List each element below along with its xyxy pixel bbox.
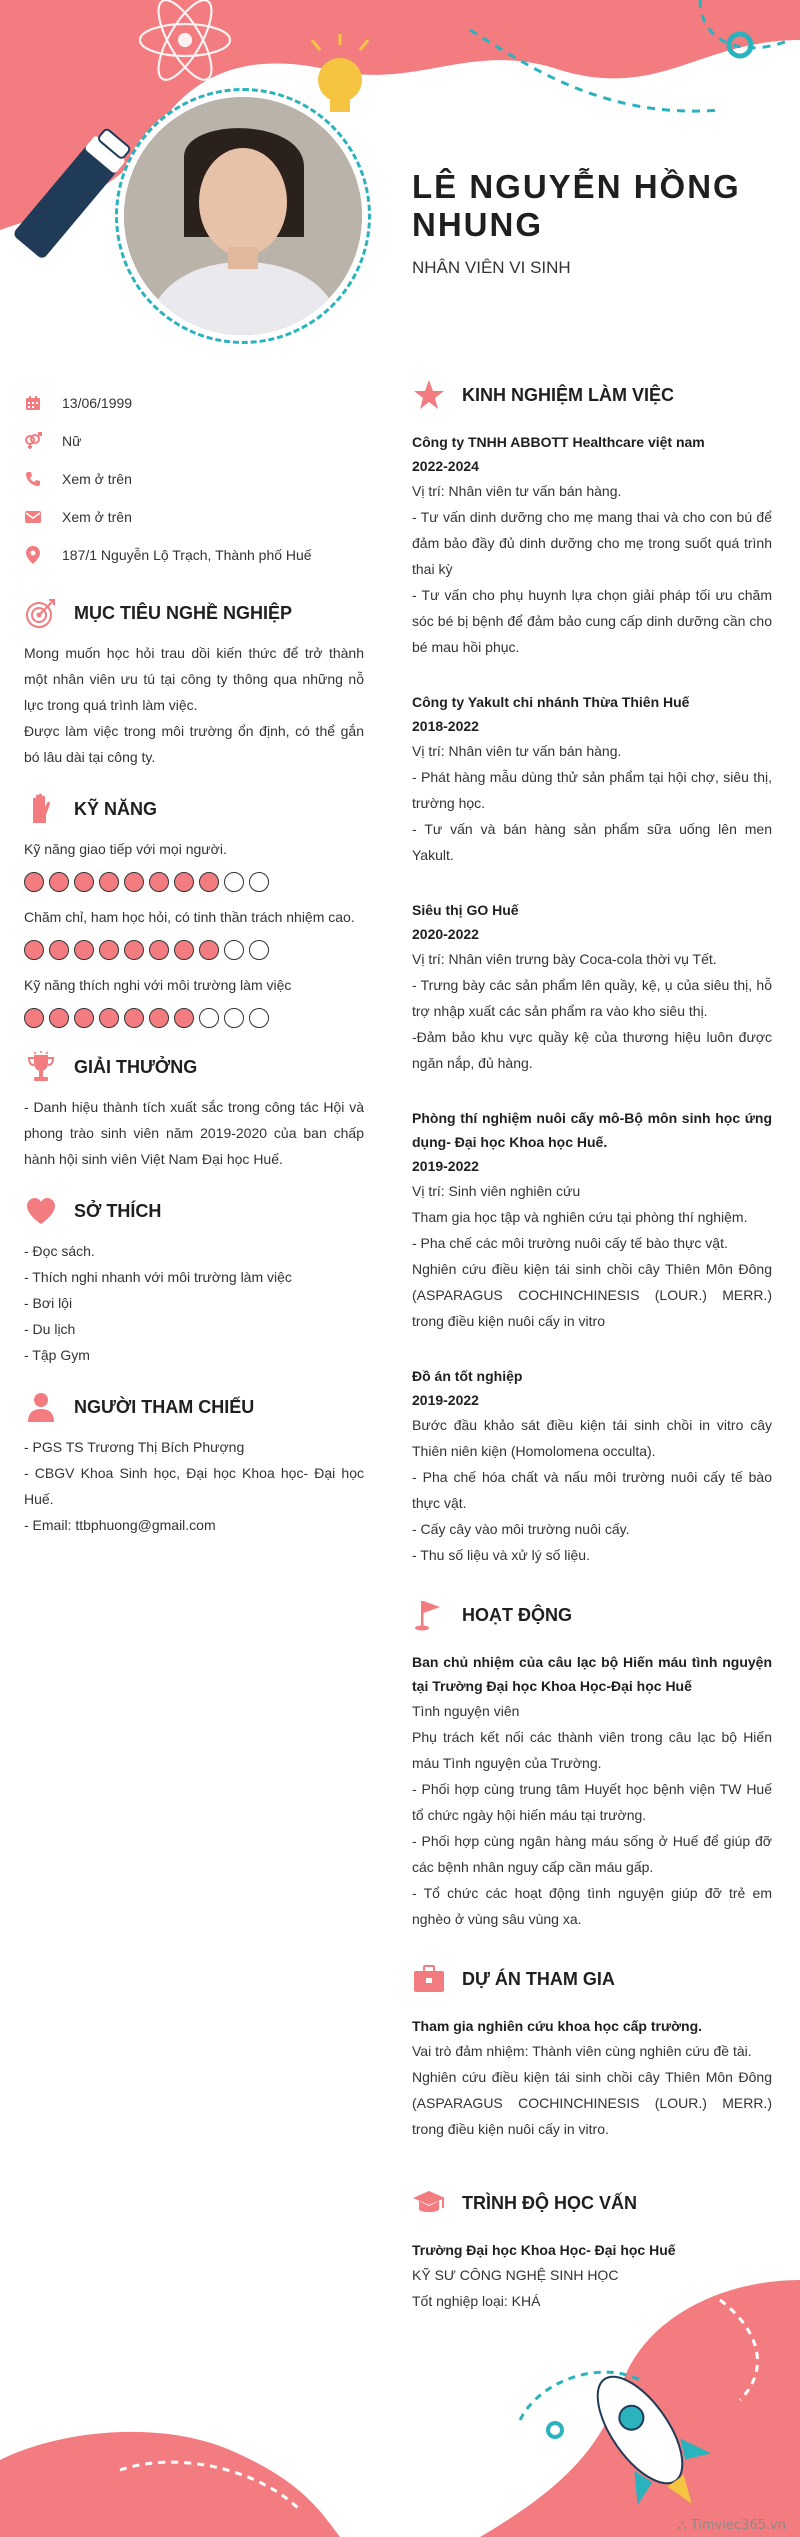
activity-heading: Ban chủ nhiệm của câu lạc bộ Hiến máu tình nguyện tại Trường Đại học Khoa Học-Đại học Huế xyxy=(412,1654,772,1694)
skill-name: Kỹ năng giao tiếp với mọi người. xyxy=(24,841,227,857)
education-header xyxy=(412,2186,772,2220)
hobbies-header xyxy=(24,1194,364,1228)
contact-phone xyxy=(24,460,364,498)
education-title: TRÌNH ĐỘ HỌC VẤN xyxy=(462,2192,637,2213)
rating-dot-filled xyxy=(124,872,144,892)
bottom-left-blob xyxy=(0,2432,340,2537)
skill-item xyxy=(24,904,364,960)
rating-dot-filled xyxy=(124,940,144,960)
skill-name: Chăm chỉ, ham học hỏi, có tinh thần trách nhiệm cao. xyxy=(24,909,355,925)
watermark: ⛬ Timviec365.vn xyxy=(677,2518,786,2533)
rating-dot-empty xyxy=(249,940,269,960)
rating-dot-filled xyxy=(174,940,194,960)
experience-header xyxy=(412,378,772,412)
education-line: KỸ SƯ CÔNG NGHỆ SINH HỌC xyxy=(412,2267,619,2283)
experience-line: - Phát hàng mẫu dùng thử sản phẩm tại hội chợ, siêu thị, trường học. xyxy=(412,769,772,811)
activities-header xyxy=(412,1598,772,1632)
rating-dot-empty xyxy=(224,1008,244,1028)
person-icon xyxy=(24,1390,58,1424)
reference-line: - Email: ttbphuong@gmail.com xyxy=(24,1517,216,1533)
right-column xyxy=(412,378,772,2344)
objective-line: Được làm việc trong môi trường ổn định, có thể gắn bó lâu dài tại công ty. xyxy=(24,723,364,765)
experience-entry xyxy=(412,430,772,660)
experience-line: Vị trí: Nhân viên tư vấn bán hàng. xyxy=(412,743,622,759)
experience-line: - Thu số liệu và xử lý số liệu. xyxy=(412,1547,590,1563)
objective-line: Mong muốn học hỏi trau dồi kiến thức để trở thành một nhân viên ưu tú tại công ty thông qua những nỗ lực trong quá trình làm việc. xyxy=(24,645,364,713)
rating-dot-filled xyxy=(24,1008,44,1028)
projects-title: DỰ ÁN THAM GIA xyxy=(462,1968,615,1989)
skill-rating xyxy=(24,1008,364,1028)
briefcase-icon xyxy=(412,1962,446,1996)
phone-value: Xem ở trên xyxy=(62,471,132,487)
email-icon xyxy=(24,508,42,526)
email-value: Xem ở trên xyxy=(62,509,132,525)
job-title: NHÂN VIÊN VI SINH xyxy=(412,258,571,277)
contact-birthday xyxy=(24,384,364,422)
graduation-cap-icon xyxy=(412,2186,446,2220)
activity-line: - Tổ chức các hoạt động tình nguyện giúp đỡ trẻ em nghèo ở vùng sâu vùng xa. xyxy=(412,1885,772,1927)
experience-time: 2019-2022 xyxy=(412,1158,479,1174)
rating-dot-filled xyxy=(99,872,119,892)
activities-title: HOẠT ĐỘNG xyxy=(462,1604,572,1625)
full-name: LÊ NGUYỄN HỒNG NHUNG xyxy=(412,168,741,243)
experience-entry xyxy=(412,1364,772,1568)
experience-line: Vị trí: Nhân viên tư vấn bán hàng. xyxy=(412,483,622,499)
address-value: 187/1 Nguyễn Lộ Trạch, Thành phố Huế xyxy=(62,547,312,563)
hobbies-title: SỞ THÍCH xyxy=(74,1200,162,1221)
experience-company: Phòng thí nghiệm nuôi cấy mô-Bộ môn sinh học ứng dụng- Đại học Khoa học Huế. xyxy=(412,1110,772,1150)
experience-line: - Tư vấn dinh dưỡng cho mẹ mang thai và cho con bú để đảm bảo đầy đủ dinh dưỡng cho mẹ trong suốt quá trình thai kỳ xyxy=(412,509,772,577)
experience-company: Siêu thị GO Huế xyxy=(412,902,519,918)
experience-company: Công ty Yakult chi nhánh Thừa Thiên Huế xyxy=(412,694,690,710)
person-silhouette xyxy=(124,97,362,335)
trophy-icon xyxy=(24,1050,58,1084)
skill-rating xyxy=(24,940,364,960)
hobby-item: - Bơi lội xyxy=(24,1295,73,1311)
hobbies-list xyxy=(24,1238,364,1368)
rating-dot-filled xyxy=(24,872,44,892)
skill-item xyxy=(24,972,364,1028)
reference-line: - CBGV Khoa Sinh học, Đại học Khoa học- Đại học Huế. xyxy=(24,1465,364,1507)
experience-time: 2018-2022 xyxy=(412,718,479,734)
rating-dot-filled xyxy=(49,940,69,960)
experience-company: Công ty TNHH ABBOTT Healthcare việt nam xyxy=(412,434,705,450)
experience-line: - Trưng bày các sản phẩm lên quầy, kệ, ụ của siêu thị, hỗ trợ nhập xuất các sản phẩm ra vào kho siêu thị. xyxy=(412,977,772,1019)
awards-text xyxy=(24,1094,364,1172)
objective-text xyxy=(24,640,364,770)
flag-icon xyxy=(412,1598,446,1632)
rating-dot-filled xyxy=(199,872,219,892)
project-heading: Tham gia nghiên cứu khoa học cấp trường. xyxy=(412,2018,703,2034)
watermark-text: Timviec365.vn xyxy=(690,2518,786,2533)
rating-dot-filled xyxy=(174,1008,194,1028)
experience-line: -Đảm bảo khu vực quầy kệ của thương hiệu luôn được ngăn nắp, đủ hàng. xyxy=(412,1029,772,1071)
education-line: Tốt nghiệp loại: KHÁ xyxy=(412,2293,541,2309)
experience-line: Bước đầu khảo sát điều kiện tái sinh chồi in vitro cây Thiên niên kiện (Homolomena occulta). xyxy=(412,1417,772,1459)
references-header xyxy=(24,1390,364,1424)
experience-line: - Cấy cây vào môi trường nuôi cấy. xyxy=(412,1521,630,1537)
activity-line: Phụ trách kết nối các thành viên trong câu lạc bộ Hiến máu Tình nguyện của Trường. xyxy=(412,1729,772,1771)
rating-dot-filled xyxy=(149,872,169,892)
experience-title: KINH NGHIỆM LÀM VIỆC xyxy=(462,384,675,405)
experience-entry xyxy=(412,690,772,868)
rating-dot-filled xyxy=(49,1008,69,1028)
experience-line: - Pha chế hóa chất và nấu môi trường nuôi cấy tế bào thực vật. xyxy=(412,1469,772,1511)
activity-line: Tình nguyện viên xyxy=(412,1703,520,1719)
skills-header xyxy=(24,792,364,826)
activity-entry xyxy=(412,1650,772,1932)
profile-photo-frame xyxy=(115,88,371,344)
hobby-item: - Du lịch xyxy=(24,1321,76,1337)
skills-title: KỸ NĂNG xyxy=(74,798,158,819)
experience-entry xyxy=(412,1106,772,1334)
rating-dot-filled xyxy=(24,940,44,960)
experience-line: - Tư vấn và bán hàng sản phẩm sữa uống lên men Yakult. xyxy=(412,821,772,863)
education-entry xyxy=(412,2238,772,2314)
left-column xyxy=(24,384,364,1538)
gender-icon xyxy=(24,432,42,450)
project-line: Nghiên cứu điều kiện tái sinh chồi cây Thiên Môn Đông (ASPARAGUS COCHINCHINESIS (LOUR.) MERR.) trong điều kiện nuôi cấy in vitro. xyxy=(412,2069,772,2137)
education-school: Trường Đại học Khoa Học- Đại học Huế xyxy=(412,2242,676,2258)
star-icon xyxy=(412,378,446,412)
experience-line: Vị trí: Nhân viên trưng bày Coca-cola thời vụ Tết. xyxy=(412,951,717,967)
rating-dot-filled xyxy=(174,872,194,892)
activity-line: - Phối hợp cùng trung tâm Huyết học bệnh viện TW Huế tổ chức ngày hội hiến máu tại trường. xyxy=(412,1781,772,1823)
rating-dot-empty xyxy=(249,1008,269,1028)
birthday-value: 13/06/1999 xyxy=(62,395,133,411)
rating-dot-filled xyxy=(199,940,219,960)
rating-dot-filled xyxy=(149,940,169,960)
rating-dot-filled xyxy=(49,872,69,892)
target-icon xyxy=(24,596,58,630)
experience-entry xyxy=(412,898,772,1076)
rating-dot-filled xyxy=(74,872,94,892)
rating-dot-filled xyxy=(74,940,94,960)
project-entry xyxy=(412,2014,772,2142)
hobby-item: - Đọc sách. xyxy=(24,1243,95,1259)
skill-item xyxy=(24,836,364,892)
awards-title: GIẢI THƯỞNG xyxy=(74,1056,198,1077)
hobby-item: - Thích nghi nhanh với môi trường làm việc xyxy=(24,1269,292,1285)
gender-value: Nữ xyxy=(62,433,82,449)
rating-dot-filled xyxy=(124,1008,144,1028)
projects-header xyxy=(412,1962,772,1996)
rating-dot-filled xyxy=(99,1008,119,1028)
experience-line: - Pha chế các môi trường nuôi cấy tế bào thực vật. xyxy=(412,1235,728,1251)
experience-time: 2019-2022 xyxy=(412,1392,479,1408)
contact-address xyxy=(24,536,364,574)
experience-time: 2022-2024 xyxy=(412,458,479,474)
experience-line: Vị trí: Sinh viên nghiên cứu xyxy=(412,1183,581,1199)
activity-line: - Phối hợp cùng ngân hàng máu sống ở Huế để giúp đỡ các bệnh nhân nguy cấp cần máu gấp. xyxy=(412,1833,772,1875)
hobby-item: - Tập Gym xyxy=(24,1347,90,1363)
project-line: Vai trò đảm nhiệm: Thành viên cùng nghiên cứu đề tài. xyxy=(412,2043,752,2059)
awards-header xyxy=(24,1050,364,1084)
references-title: NGƯỜI THAM CHIẾU xyxy=(74,1396,255,1417)
objective-header xyxy=(24,596,364,630)
rating-dot-empty xyxy=(199,1008,219,1028)
award-line: - Danh hiệu thành tích xuất sắc trong công tác Hội và phong trào sinh viên năm 2019-2020 của ban chấp hành hội sinh viên Việt Nam Đại học Huế. xyxy=(24,1099,364,1167)
rating-dot-empty xyxy=(224,872,244,892)
skill-name: Kỹ năng thích nghi với môi trường làm việc xyxy=(24,977,292,993)
experience-company: Đồ án tốt nghiệp xyxy=(412,1368,523,1384)
rating-dot-filled xyxy=(74,1008,94,1028)
rating-dot-filled xyxy=(99,940,119,960)
rating-dot-filled xyxy=(149,1008,169,1028)
experience-line: - Tư vấn cho phụ huynh lựa chọn giải pháp tối ưu chăm sóc bé bị bệnh để đảm bảo cung cấp dinh dưỡng cần cho bé mau hồi phục. xyxy=(412,587,772,655)
contact-email xyxy=(24,498,364,536)
objective-title: MỤC TIÊU NGHỀ NGHIỆP xyxy=(74,602,293,623)
contact-gender xyxy=(24,422,364,460)
hand-icon xyxy=(24,792,58,826)
calendar-icon xyxy=(24,394,42,412)
phone-icon xyxy=(24,470,42,488)
rating-dot-empty xyxy=(249,872,269,892)
profile-photo xyxy=(124,97,362,335)
experience-line: Nghiên cứu điều kiện tái sinh chồi cây Thiên Môn Đông (ASPARAGUS COCHINCHINESIS (LOUR.) MERR.) trong điều kiện nuôi cấy in vitro xyxy=(412,1261,772,1329)
reference-line: - PGS TS Trương Thị Bích Phượng xyxy=(24,1439,245,1455)
experience-line: Tham gia học tập và nghiên cứu tại phòng thí nghiệm. xyxy=(412,1209,748,1225)
references-list xyxy=(24,1434,364,1538)
rating-dot-empty xyxy=(224,940,244,960)
heart-icon xyxy=(24,1194,58,1228)
skill-rating xyxy=(24,872,364,892)
location-pin-icon xyxy=(24,546,42,564)
name-block xyxy=(412,168,772,278)
experience-time: 2020-2022 xyxy=(412,926,479,942)
